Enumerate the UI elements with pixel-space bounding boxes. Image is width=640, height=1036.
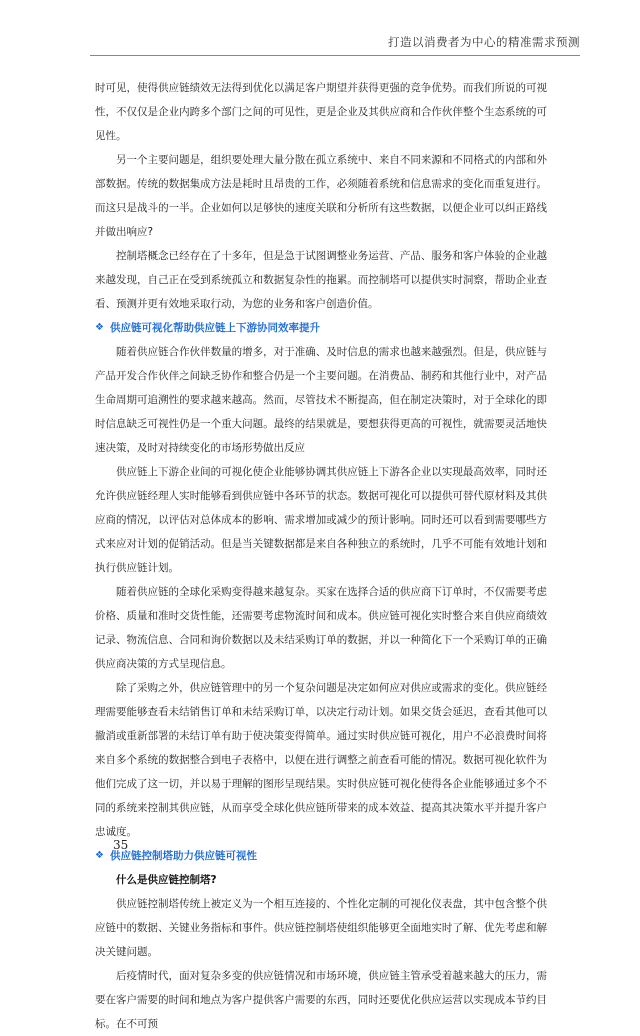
- paragraph-3: 控制塔概念已经存在了十多年，但是急于试图调整业务运营、产品、服务和客户体验的企业越来越发现，自己正在受到系统孤立和数据复杂性的拖累。而控制塔可以提供实时洞察，帮助企业查看、预测并更有效地采取行动，为您的业务和客户创造价值。: [95, 250, 547, 310]
- paragraph-5: 供应链上下游企业间的可视化使企业能够协调其供应链上下游各企业以实现最高效率，同时还允许供应链经理人实时能够看到供应链中各环节的状态。数据可视化可以提供可替代原材料及其供应商的情况，以评估对总体成本的影响、需求增加或减少的预计影响。同时还可以看到需要哪些方式来应对计划的促销活动。但是当关键数据都是来自各种独立的系统时，几乎不可能有效地计划和执行供应链计划。: [95, 466, 547, 574]
- header-divider: [90, 55, 580, 56]
- paragraph-4: 随着供应链合作伙伴数量的增多，对于准确、及时信息的需求也越来越强烈。但是，供应链与产品开发合作伙伴之间缺乏协作和整合仍是一个主要问题。在消费品、制药和其他行业中，对产品生命周期可追溯性的要求越来越高。然而，尽管技术不断提高，但在制定决策时，对于全球化的即时信息缺乏可视性仍是一个重大问题。最终的结果就是，要想获得更高的可视性，就需要灵活地快速决策，及时对持续变化的市场形势做出反应: [95, 346, 547, 454]
- paragraph-7: 除了采购之外，供应链管理中的另一个复杂问题是决定如何应对供应或需求的变化。供应链经理需要能够查看未结销售订单和未结采购订单，以决定行动计划。如果交货会延迟，查看其他可以撤消或重新部署的未结订单有助于使决策变得简单。通过实时供应链可视化，用户不必浪费时间将来自多个系统的数据整合到电子表格中，以便在进行调整之前查看可能的情况。数据可视化软件为他们完成了这一切，并以易于理解的图形呈现结果。实时供应链可视化使得各企业能够通过多个不同的系统来控制其供应链，从而享受全球化供应链所带来的成本效益、提高其决策水平并提升客户忠诚度。: [95, 682, 547, 838]
- section-heading-text: 供应链可视化帮助供应链上下游协同效率提升: [109, 322, 320, 334]
- diamond-bullet-icon: ❖: [95, 850, 104, 861]
- subheading: 什么是供应链控制塔?: [116, 874, 217, 886]
- paragraph-6: 随着供应链的全球化采购变得越来越复杂。买家在选择合适的供应商下订单时，不仅需要考虑价格、质量和准时交货性能，还需要考虑物流时间和成本。供应链可视化实时整合来自供应商绩效记录、物流信息、合同和询价数据以及未结采购订单的数据，并以一种简化下一个采购订单的正确供应商决策的方式呈现信息。: [95, 586, 547, 670]
- body-text: [95, 76, 547, 1036]
- section-heading-control-tower: [95, 844, 547, 868]
- paragraph-2: 另一个主要问题是，组织要处理大量分散在孤立系统中、来自不同来源和不同格式的内部和外部数据。传统的数据集成方法是耗时且昂贵的工作，必须随着系统和信息需求的变化而重复进行。而这只是战斗的一半。企业如何以足够快的速度关联和分析所有这些数据，以便企业可以纠正路线并做出响应?: [95, 154, 547, 238]
- section-heading-text: 供应链控制塔助力供应链可视性: [109, 850, 257, 862]
- running-header: 打造以消费者为中心的精准需求预测: [388, 35, 580, 49]
- paragraph-8: 供应链控制塔传统上被定义为一个相互连接的、个性化定制的可视化仪表盘，其中包含整个供应链中的数据、关键业务指标和事件。供应链控制塔使组织能够更全面地实时了解、优先考虑和解决关键问题。: [95, 898, 547, 958]
- diamond-bullet-icon: ❖: [95, 322, 104, 333]
- section-heading-visibility: [95, 316, 547, 340]
- paragraph-1: 时可见，使得供应链绩效无法得到优化以满足客户期望并获得更强的竞争优势。而我们所说的可视性，不仅仅是企业内跨多个部门之间的可见性，更是企业及其供应商和合作伙伴整个生态系统的可见性。: [95, 82, 547, 142]
- paragraph-9: 后疫情时代，面对复杂多变的供应链情况和市场环境，供应链主管承受着越来越大的压力，需要在客户需要的时间和地点为客户提供客户需要的东西，同时还要优化供应运营以实现成本节约目标。在不可预: [95, 970, 547, 1030]
- page-number: 35: [113, 838, 129, 852]
